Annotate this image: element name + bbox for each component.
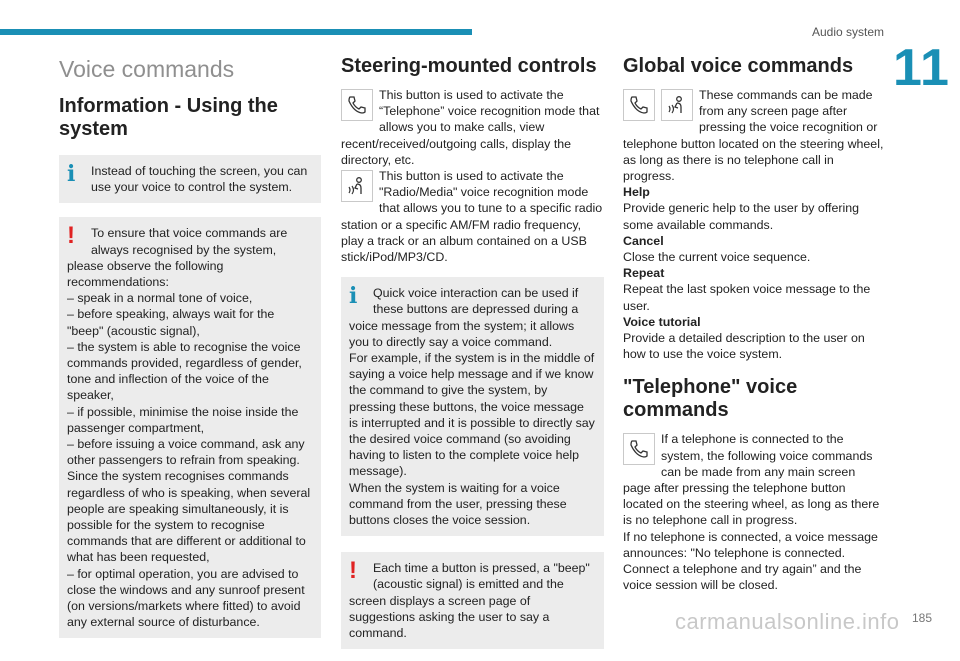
warning-line: – speak in a normal tone of voice, xyxy=(67,291,253,306)
page-title: Voice commands xyxy=(59,56,235,82)
warning-line: – for optimal operation, you are advised to close the windows and any sunroof present (on versions/markets where fitted) to avoid any external source of disturbance. xyxy=(67,566,305,630)
voice-recognition-button-icon xyxy=(661,89,693,121)
global-intro-text: These commands can be made from any screen page after pressing the voice recognition or telephone button located on the steering wheel, as long as there is no telephone call in progress. xyxy=(623,88,884,184)
warning-box xyxy=(59,217,321,638)
telephone-intro-row xyxy=(623,431,885,528)
command-name: Help xyxy=(623,185,650,200)
watermark: carmanualsonline.info xyxy=(675,609,900,634)
info-icon: i xyxy=(67,161,76,187)
command-desc: Provide generic help to the user by offering some available commands. xyxy=(623,201,860,232)
section-name: Audio system xyxy=(812,25,885,39)
command-name: Cancel xyxy=(623,233,664,248)
command-desc: Provide a detailed description to the user on how to use the voice system. xyxy=(623,331,865,362)
heading-information: Information - Using the system xyxy=(59,95,278,140)
beep-warning-box xyxy=(341,552,604,649)
no-telephone-text: If no telephone is connected, a voice message announces: "No telephone is connected. Connect a telephone and try again” and the voice session will be closed. xyxy=(623,529,878,593)
command-desc: Repeat the last spoken voice message to the user. xyxy=(623,282,871,313)
telephone-button-icon xyxy=(341,89,373,121)
warning-line: – before speaking, always wait for the "beep" (acoustic signal), xyxy=(67,307,275,338)
command-name: Voice tutorial xyxy=(623,314,701,329)
info-paragraph: For example, if the system is in the middle of saying a voice help message and if we know the command to give the system, by pressing these buttons, the voice message is interrupted and it is possible to directly say the desired voice command (so avoiding having to listen to the complete voice help message). xyxy=(349,351,595,479)
column-voice-commands xyxy=(59,55,321,650)
telephone-button-icon xyxy=(623,433,655,465)
heading-telephone-commands: "Telephone" voice commands xyxy=(623,376,798,422)
phone-button-row xyxy=(341,87,604,168)
warning-line: – if possible, minimise the noise inside the passenger compartment, xyxy=(67,404,299,435)
info-box xyxy=(59,155,321,203)
chapter-number: 11 xyxy=(893,39,950,97)
heading-steering-controls: Steering-mounted controls xyxy=(341,55,597,77)
media-button-text: This button is used to activate the "Radio/Media" voice recognition mode that allows you to tune to a specific radio station or a specific AM/FM radio frequency, play a track or an album contained on a USB stick/iPod/MP3/CD. xyxy=(341,169,603,265)
voice-button-row xyxy=(341,168,604,265)
warning-line: – the system is able to recognise the voice commands provided, regardless of gender, tone and inflection of the voice of the speaker, xyxy=(67,339,302,403)
info-paragraph: Quick voice interaction can be used if these buttons are depressed during a voice message from the system; it allows you to directly say a voice command. xyxy=(349,286,579,349)
phone-button-text: This button is used to activate the “Telephone” voice recognition mode that allows you to make calls, view recent/received/outgoing calls, display the directory, etc. xyxy=(341,88,600,167)
warning-text: Each time a button is pressed, a "beep" (acoustic signal) is emitted and the screen displays a screen page of suggestions asking the user to say a command. xyxy=(349,561,590,641)
voice-recognition-button-icon xyxy=(341,170,373,202)
telephone-button-icon xyxy=(623,89,655,121)
command-desc: Close the current voice sequence. xyxy=(623,250,811,265)
top-accent-bar xyxy=(0,29,472,35)
heading-global-commands: Global voice commands xyxy=(623,55,854,77)
warning-line: To ensure that voice commands are always recognised by the system, please observe the following recommendations: xyxy=(67,226,288,290)
quick-interaction-info-box xyxy=(341,277,604,536)
warning-icon: ! xyxy=(349,557,357,585)
global-intro-row xyxy=(623,87,885,184)
info-paragraph: When the system is waiting for a voice command from the user, pressing these buttons closes the voice session. xyxy=(349,480,567,528)
command-name: Repeat xyxy=(623,266,665,281)
warning-icon: ! xyxy=(67,222,75,250)
info-box-text: Instead of touching the screen, you can use your voice to control the system. xyxy=(91,164,308,195)
warning-line: – before issuing a voice command, ask any other passengers to refrain from speaking. Since the system recognises commands regardless of who is speaking, when several people are speaking simultaneously, it is possible for the system to recognise commands that are different or additional to what has been requested, xyxy=(67,437,311,565)
column-global-commands xyxy=(623,55,885,593)
page-number: 185 xyxy=(912,611,933,625)
telephone-commands-text: If a telephone is connected to the system, the following voice commands can be made from any main screen page after pressing the telephone button located on the steering wheel, as long as there is no telephone call in progress. xyxy=(623,432,880,528)
column-steering-controls xyxy=(341,55,604,661)
info-icon: i xyxy=(349,283,358,310)
